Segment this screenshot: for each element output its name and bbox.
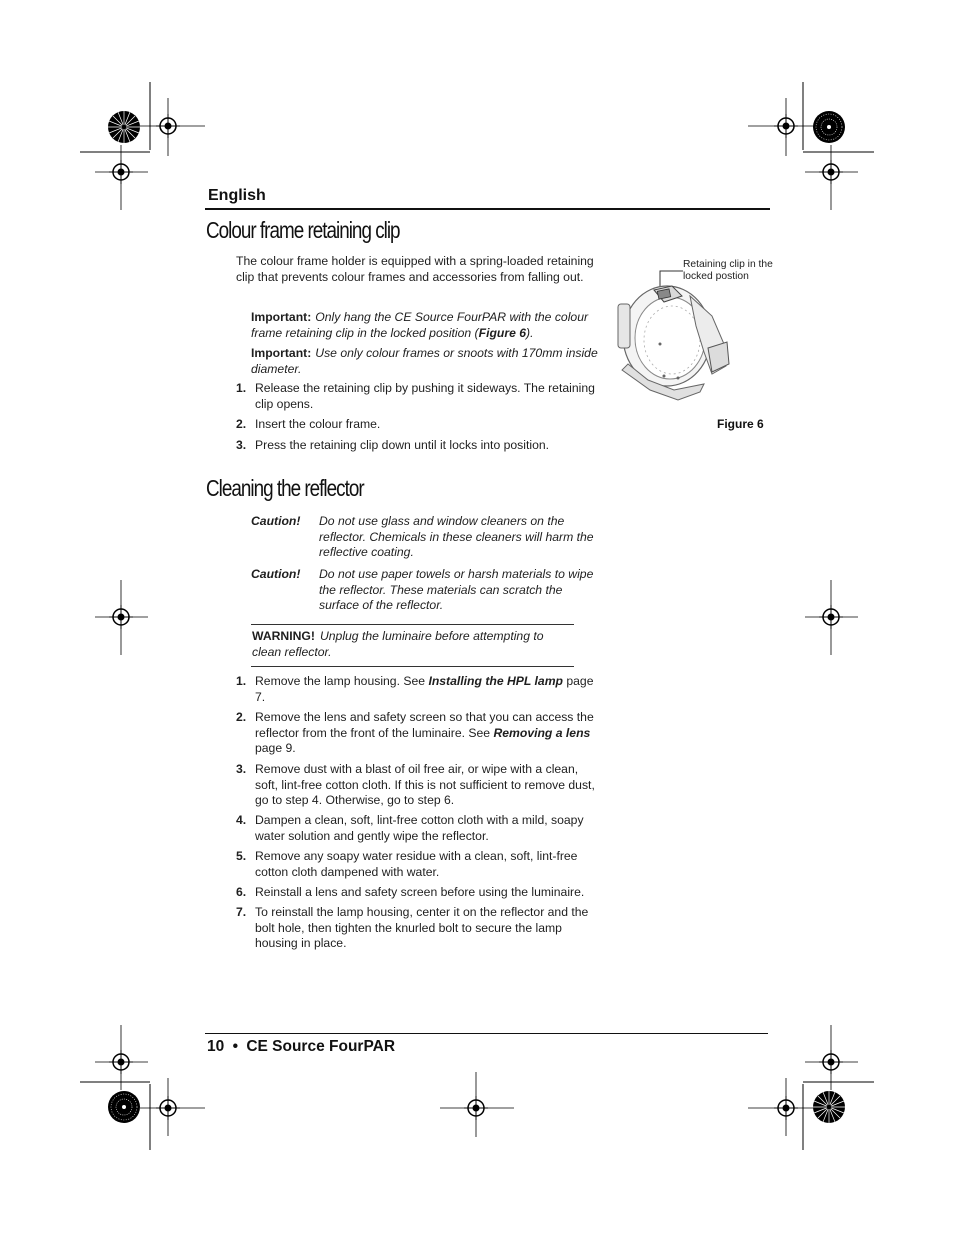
step-text: Remove the lamp housing. See Installing the HPL lamp page 7.: [255, 674, 594, 704]
step-text: Remove dust with a blast of oil free air, or wipe with a clean, soft, lint-free cotton cloth. If this is not sufficient to remove dust, go to step 4. Otherwise, go to step 6.: [255, 762, 595, 808]
important-label: Important:: [251, 310, 312, 324]
list-item: [236, 905, 601, 953]
step-number: 1.: [236, 381, 247, 395]
warning-text: Unplug the luminaire before attempting to clean reflector.: [252, 629, 544, 659]
caution-text: Do not use glass and window cleaners on the reflector. Chemicals in these cleaners will harm the reflective coating.: [319, 514, 594, 560]
warning-label: WARNING!: [252, 629, 315, 643]
list-item: [236, 710, 601, 758]
product-name: CE Source FourPAR: [246, 1038, 396, 1055]
step-number: 4.: [236, 813, 247, 827]
list-item: [236, 417, 601, 433]
step-text: Remove the lens and safety screen so that you can access the reflector from the front of the luminaire. See Removing a lens page 9.: [255, 710, 594, 756]
caution-text: Do not use paper towels or harsh materials to wipe the reflector. These materials can scratch the surface of the reflector.: [319, 567, 594, 613]
step-text: To reinstall the lamp housing, center it on the reflector and the bolt hole, then tighten the knurled bolt to secure the lamp housing in place.: [255, 905, 589, 951]
warning-rule-top: [251, 624, 574, 625]
list-item: [236, 849, 601, 881]
step-text: Dampen a clean, soft, lint-free cotton cloth with a mild, soapy water solution and gently wipe the reflector.: [255, 813, 584, 843]
page-number: 10: [207, 1038, 225, 1055]
figure-reference: Figure 6: [478, 325, 527, 340]
important-text: Only hang the CE Source FourPAR with the colour frame retaining clip in the locked position (Figure 6).: [251, 310, 589, 340]
section-title-colour-frame: Colour frame retaining clip: [206, 217, 400, 243]
important-text: Use only colour frames or snoots with 170mm inside diameter.: [251, 346, 598, 376]
footer-separator: •: [232, 1038, 238, 1055]
caution-label: Caution!: [251, 514, 301, 528]
list-item: [236, 885, 601, 901]
step-text: Press the retaining clip down until it locks into position.: [255, 438, 550, 452]
page-footer: [207, 1038, 395, 1056]
warning-box: [252, 629, 574, 660]
step-text: Reinstall a lens and safety screen before using the luminaire.: [255, 885, 585, 899]
step-number: 7.: [236, 905, 247, 919]
warning-rule-bottom: [251, 666, 574, 667]
footer-rule: [205, 1033, 768, 1034]
language-header: English: [208, 187, 266, 204]
step-number: 6.: [236, 885, 247, 899]
step-number: 2.: [236, 710, 247, 724]
important-note-1: [251, 310, 601, 341]
step-number: 2.: [236, 417, 247, 431]
list-item: [236, 674, 601, 706]
important-label: Important:: [251, 346, 312, 360]
caution-label: Caution!: [251, 567, 301, 581]
figure-caption: Figure 6: [717, 417, 764, 431]
list-item: [236, 438, 601, 454]
intro-paragraph: The colour frame holder is equipped with a spring-loaded retaining clip that prevents colour frames and accessories from falling out.: [236, 254, 594, 284]
figure-callout: Retaining clip in the locked postion: [683, 259, 773, 282]
important-note-2: [251, 346, 601, 377]
list-item: [236, 381, 601, 413]
list-item: [236, 762, 601, 810]
step-text: Remove any soapy water residue with a clean, soft, lint-free cotton cloth dampened with water.: [255, 849, 578, 879]
step-text: Insert the colour frame.: [255, 417, 381, 431]
header-rule: [205, 208, 770, 210]
step-number: 3.: [236, 438, 247, 452]
step-text: Release the retaining clip by pushing it sideways. The retaining clip opens.: [255, 381, 595, 411]
step-number: 1.: [236, 674, 247, 688]
cross-reference: Removing a lens: [493, 725, 591, 740]
step-number: 3.: [236, 762, 247, 776]
section-title-cleaning: Cleaning the reflector: [206, 475, 364, 501]
cross-reference: Installing the HPL lamp: [428, 674, 563, 688]
list-item: [236, 813, 601, 845]
colour-frame-clip-illustration: [612, 266, 737, 406]
step-number: 5.: [236, 849, 247, 863]
